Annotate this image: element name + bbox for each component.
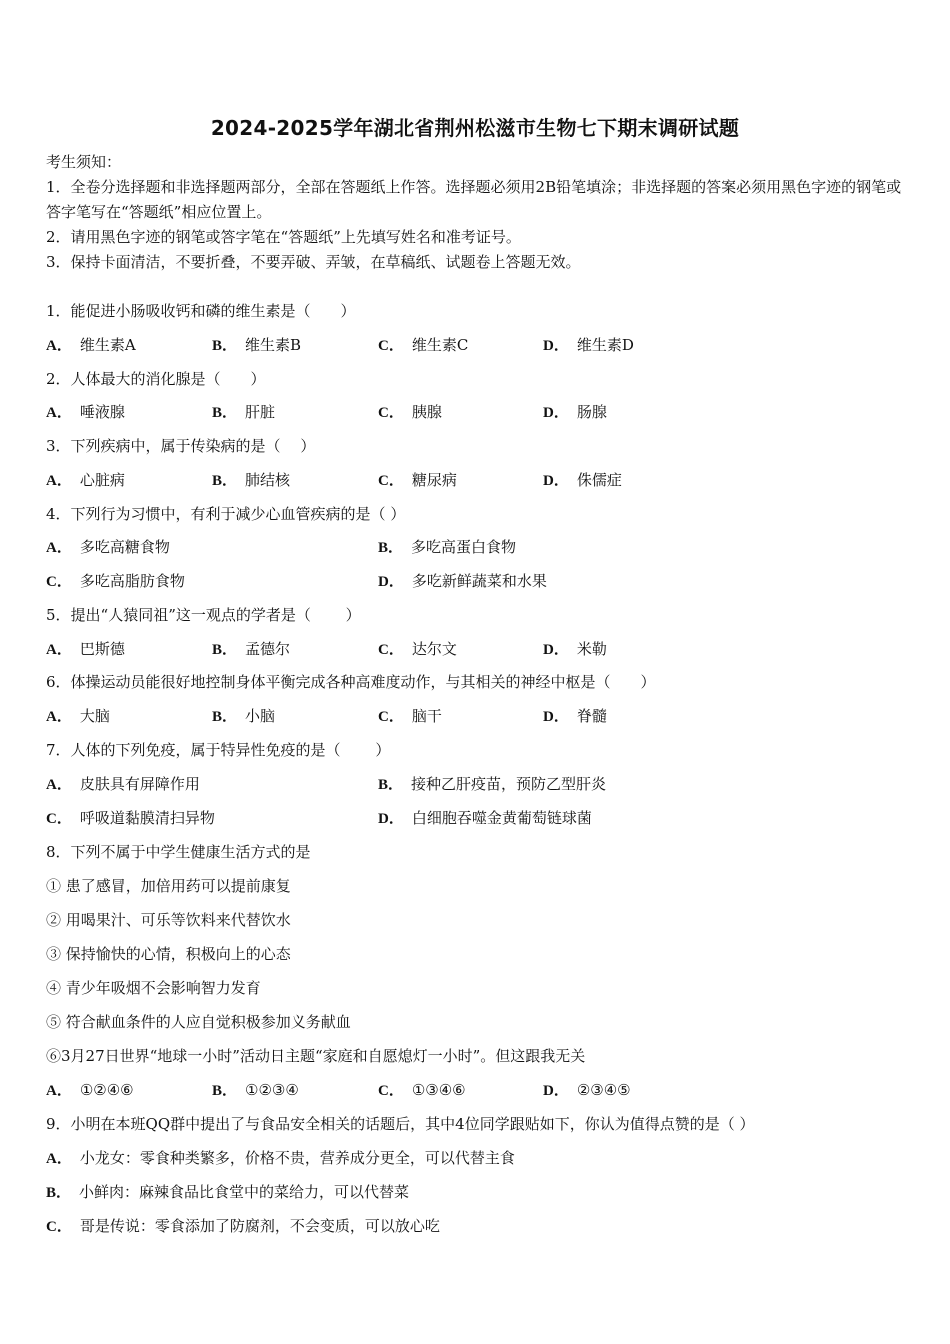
q2-option-d: D． 肠腺 (543, 403, 607, 421)
question-3 (46, 436, 315, 456)
question-number: 1． (46, 302, 71, 320)
q8-statement-1: ① 患了感冒，加倍用药可以提前康复 (46, 877, 291, 895)
q6-option-b: B． 小脑 (212, 707, 276, 725)
q1-option-c: C． 维生素C (378, 336, 469, 354)
notice-heading: 考生须知： (46, 153, 122, 171)
q4-option-c: C． 多吃高脂肪食物 (46, 572, 185, 590)
q1-option-d: D． 维生素D (543, 336, 634, 354)
question-number: 8． (46, 843, 71, 861)
question-text: 能促进小肠吸收钙和磷的维生素是（ ） (70, 302, 356, 320)
q2-option-a: A． 唾液腺 (46, 403, 125, 421)
q1-option-a: A． 维生素A (46, 336, 136, 354)
question-text: 提出“人猿同祖”这一观点的学者是（ ） (70, 606, 361, 624)
q8-statement-4: ④ 青少年吸烟不会影响智力发育 (46, 979, 261, 997)
question-text: 下列行为习惯中，有利于减少心血管疾病的是（ ） (70, 505, 406, 523)
notice-item-2: 2．请用黑色字迹的钢笔或答字笔在“答题纸”上先填写姓名和准考证号。 (46, 228, 521, 246)
q8-option-d: D． ②③④⑤ (543, 1081, 631, 1099)
question-text: 人体的下列免疫，属于特异性免疫的是（ ） (70, 741, 391, 759)
q8-statement-6: ⑥3月27日世界“地球一小时”活动日主题“家庭和自愿熄灯一小时”。但这跟我无关 (46, 1047, 586, 1065)
q8-option-c: C． ①③④⑥ (378, 1081, 466, 1099)
q7-option-b: B． 接种乙肝疫苗，预防乙型肝炎 (378, 775, 607, 793)
q2-option-b: B． 肝脏 (212, 403, 276, 421)
q2-option-c: C． 胰腺 (378, 403, 442, 421)
q7-option-d: D． 白细胞吞噬金黄葡萄链球菌 (378, 809, 592, 827)
q3-option-d: D． 侏儒症 (543, 471, 622, 489)
q6-option-a: A． 大脑 (46, 707, 110, 725)
question-4 (46, 504, 405, 524)
question-number: 9． (46, 1115, 71, 1133)
q8-statement-3: ③ 保持愉快的心情，积极向上的心态 (46, 945, 291, 963)
q6-option-c: C． 脑干 (378, 707, 442, 725)
question-6 (46, 672, 656, 692)
question-number: 5． (46, 606, 71, 624)
q4-option-a: A． 多吃高糖食物 (46, 538, 170, 556)
q8-statement-2: ② 用喝果汁、可乐等饮料来代替饮水 (46, 911, 291, 929)
question-1 (46, 301, 356, 321)
q5-option-c: C． 达尔文 (378, 640, 457, 658)
q7-option-a: A． 皮肤具有屏障作用 (46, 775, 200, 793)
question-number: 3． (46, 437, 71, 455)
question-number: 6． (46, 673, 71, 691)
question-text: 下列不属于中学生健康生活方式的是 (70, 843, 311, 861)
q9-option-a: A． 小龙女：零食种类繁多，价格不贵，营养成分更全，可以代替主食 (46, 1149, 515, 1167)
q8-option-b: B． ①②③④ (212, 1081, 299, 1099)
question-9 (46, 1114, 754, 1134)
question-number: 7． (46, 741, 71, 759)
q3-option-a: A． 心脏病 (46, 471, 125, 489)
question-number: 4． (46, 505, 71, 523)
q5-option-a: A． 巴斯德 (46, 640, 125, 658)
q6-option-d: D． 脊髓 (543, 707, 607, 725)
q3-option-c: C． 糖尿病 (378, 471, 457, 489)
q4-option-d: D． 多吃新鲜蔬菜和水果 (378, 572, 547, 590)
notice-item-3: 3．保持卡面清洁，不要折叠，不要弄破、弄皱，在草稿纸、试题卷上答题无效。 (46, 253, 581, 271)
q9-option-b: B． 小鲜肉：麻辣食品比食堂中的菜给力，可以代替菜 (46, 1183, 410, 1201)
exam-title: 2024-2025学年湖北省荆州松滋市生物七下期末调研试题 (210, 116, 740, 140)
question-text: 小明在本班QQ群中提出了与食品安全相关的话题后，其中4位同学跟贴如下，你认为值得点赞的是（ ） (70, 1115, 755, 1133)
question-7 (46, 740, 390, 760)
question-5 (46, 605, 361, 625)
q8-statement-5: ⑤ 符合献血条件的人应自觉积极参加义务献血 (46, 1013, 351, 1031)
question-text: 人体最大的消化腺是（ ） (70, 370, 266, 388)
question-8 (46, 842, 311, 862)
question-text: 下列疾病中，属于传染病的是（ ） (70, 437, 316, 455)
q4-option-b: B． 多吃高蛋白食物 (378, 538, 517, 556)
question-2 (46, 369, 266, 389)
q3-option-b: B． 肺结核 (212, 471, 291, 489)
notice-item-1: 1．全卷分选择题和非选择题两部分，全部在答题纸上作答。选择题必须用2B铅笔填涂；非选择题的答案必须用黑色字迹的钢笔或答字笔写在“答题纸”相应位置上。 (46, 178, 902, 221)
q5-option-d: D． 米勒 (543, 640, 607, 658)
q5-option-b: B． 孟德尔 (212, 640, 291, 658)
q1-option-b: B． 维生素B (212, 336, 302, 354)
question-text: 体操运动员能很好地控制身体平衡完成各种高难度动作，与其相关的神经中枢是（ ） (70, 673, 656, 691)
q9-option-c: C． 哥是传说：零食添加了防腐剂，不会变质，可以放心吃 (46, 1217, 440, 1235)
q7-option-c: C． 呼吸道黏膜清扫异物 (46, 809, 215, 827)
question-number: 2． (46, 370, 71, 388)
q8-option-a: A． ①②④⑥ (46, 1081, 134, 1099)
